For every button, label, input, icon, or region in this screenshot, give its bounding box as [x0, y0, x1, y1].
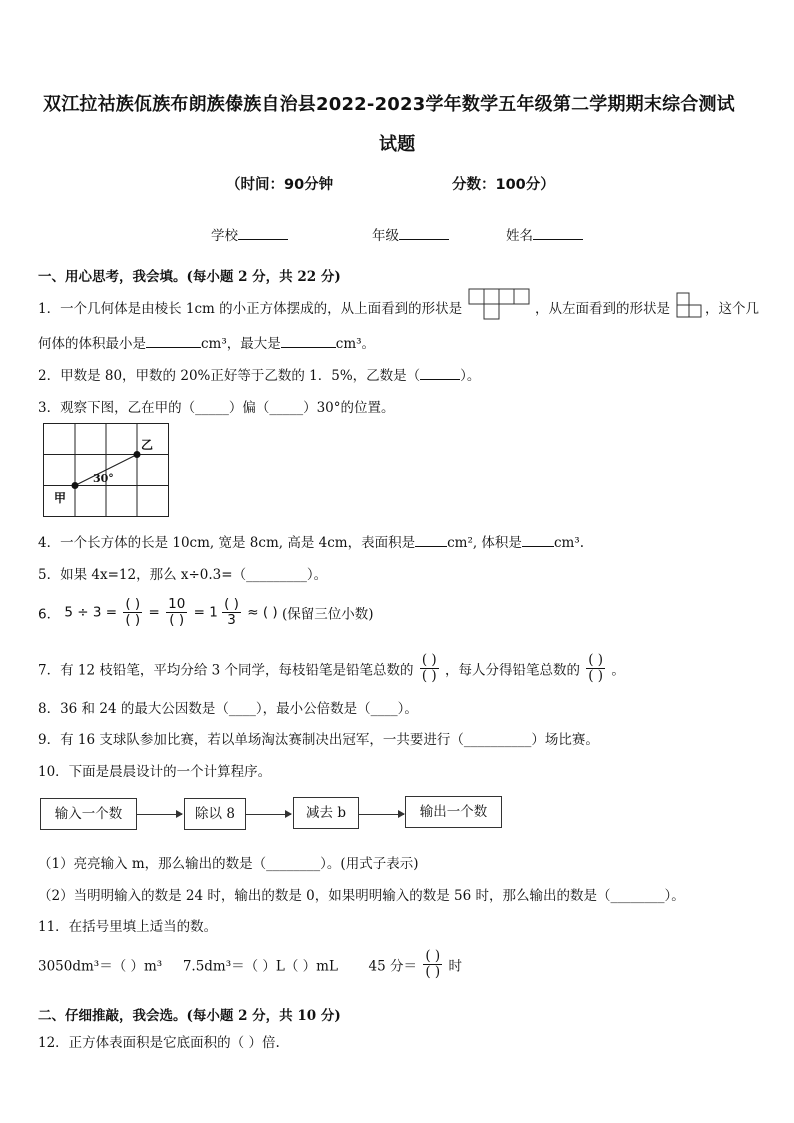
q2-text-b: ）。 [460, 368, 481, 384]
q7-fraction-1: $\frac{( )}{( )}$ [421, 652, 437, 684]
q1-text-b: ，从左面看到的形状是 [535, 301, 670, 317]
exam-score: 分数：100分） [452, 177, 555, 193]
q7-text-b: ，每人分得铅笔总数的 [444, 662, 580, 679]
q6-equals: = [148, 604, 160, 621]
question-9: 9．有 16 支球队参加比赛，若以单场淘汰赛制决出冠军，一共要进行（__________）场比赛。 [38, 732, 599, 748]
section1-heading: 一、用心思考，我会填。(每小题 2 分，共 22 分) [38, 269, 341, 285]
question-10-part1: （1）亮亮输入 m，那么输出的数是（________）。(用式子表示) [38, 856, 419, 872]
q1-text-d: 何体的体积最小是 [38, 336, 146, 352]
exam-time: （时间：90分钟 [226, 177, 334, 193]
q6-fraction-2: $\frac{10}{( )}$ [168, 596, 186, 628]
question-11-items [38, 949, 462, 980]
page-title-line2: 试题 [379, 134, 416, 155]
q1-blank-min[interactable] [146, 334, 201, 348]
q11-item-c: 45 分＝ [368, 958, 418, 975]
q6-equals-one: = 1 [193, 604, 218, 621]
q11-fraction: $\frac{( )}{( )}$ [425, 948, 441, 980]
flow-arrow-1 [136, 814, 182, 815]
q1-blank-max[interactable] [281, 334, 336, 348]
flow-arrow-3 [358, 814, 404, 815]
q2-text-a: 2．甲数是 80，甲数的 20%正好等于乙数的 1．5%，乙数是（ [38, 368, 421, 384]
q7-fraction-2: $\frac{( )}{( )}$ [588, 652, 604, 684]
top-view-figure [468, 288, 532, 320]
q6-note: (保留三位小数) [281, 606, 374, 623]
q4-text-c: cm³. [553, 535, 585, 551]
school-label: 学校 [211, 228, 238, 244]
grade-label: 年级 [372, 228, 399, 244]
q4-text-b: cm², 体积是 [447, 535, 522, 551]
q11-item-b: 7.5dm³＝（ ）L（ ）mL [182, 958, 338, 975]
q11-item-d: 时 [448, 958, 462, 975]
q4-text-a: 4．一个长方体的长是 10cm, 宽是 8cm, 高是 4cm，表面积是 [38, 535, 416, 551]
flow-box-output: 输出一个数 [405, 796, 502, 828]
q6-lead: 6． [38, 606, 61, 623]
flow-arrow-2 [245, 814, 291, 815]
question-1-line2 [38, 332, 375, 352]
q6-fraction-1: $\frac{( )}{( )}$ [125, 596, 141, 628]
q7-text-a: 7．有 12 枝铅笔，平均分给 3 个同学，每枝铅笔是铅笔总数的 [38, 662, 414, 679]
question-2 [38, 364, 480, 384]
q1-text-f: cm³。 [335, 336, 376, 352]
angle-label: 30° [93, 472, 114, 485]
q1-text-e: cm³，最大是 [201, 336, 281, 352]
left-view-figure [676, 292, 704, 318]
flow-box-subtract: 减去 b [293, 797, 359, 829]
q11-item-a: 3050dm³＝（ ）m³ [38, 958, 163, 975]
question-12: 12．正方体表面积是它底面积的（ ）倍. [38, 1035, 280, 1051]
q7-text-c: 。 [611, 662, 625, 679]
q1-text-c: ，这个几 [705, 301, 759, 317]
question-7 [38, 653, 625, 684]
question-8: 8．36 和 24 的最大公因数是（____），最小公倍数是（____）。 [38, 701, 418, 717]
question-11: 11．在括号里填上适当的数。 [38, 919, 218, 935]
q2-blank[interactable] [420, 366, 460, 380]
question-6 [38, 597, 374, 628]
q6-approx: ≈ ( ) [247, 604, 278, 621]
question-10: 10．下面是晨晨设计的一个计算程序。 [38, 764, 272, 780]
q4-blank-volume[interactable] [522, 533, 554, 547]
school-field [211, 224, 288, 244]
flow-box-divide: 除以 8 [184, 798, 246, 830]
q4-blank-area[interactable] [415, 533, 447, 547]
q6-fraction-3: $\frac{( )}{3}$ [224, 596, 239, 628]
question-10-part2: （2）当明明输入的数是 24 时，输出的数是 0，如果明明输入的数是 56 时，那么输出的数是（________）。 [38, 888, 685, 904]
question-1-line1 [38, 297, 462, 317]
point-jia-label: 甲 [54, 491, 67, 505]
q6-expr: 5 ÷ 3 = [64, 604, 118, 621]
page-title-line1: 双江拉祜族佤族布朗族傣族自治县2022-2023学年数学五年级第二学期期末综合测试 [43, 94, 735, 115]
point-yi-label: 乙 [141, 438, 154, 452]
section2-heading: 二、仔细推敲，我会选。(每小题 2 分，共 10 分) [38, 1008, 341, 1024]
question-5: 5．如果 4x=12，那么 x÷0.3=（_________）。 [38, 567, 328, 583]
question-4 [38, 531, 584, 551]
name-label: 姓名 [506, 228, 533, 244]
grade-field [372, 224, 449, 244]
question-3: 3．观察下图，乙在甲的（_____）偏（_____）30°的位置。 [38, 400, 395, 416]
q1-text-a: 1．一个几何体是由棱长 1cm 的小正方体摆成的，从上面看到的形状是 [38, 301, 463, 317]
flow-box-input: 输入一个数 [40, 798, 137, 830]
name-field [506, 224, 583, 244]
